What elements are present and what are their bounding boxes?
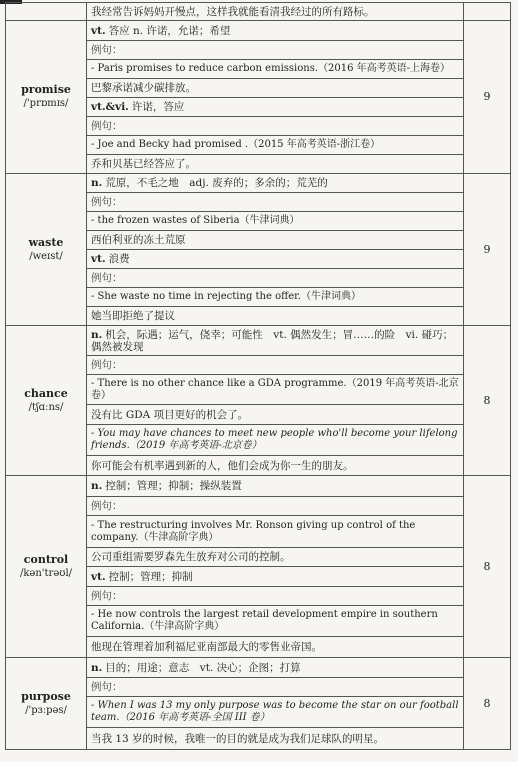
example-sentence: - There is no other chance like a GDA programme.（2019 年高考英语-北京卷） <box>87 375 464 405</box>
phonetic: /'pɜːpəs/ <box>25 704 67 716</box>
part-of-speech: vt. <box>91 253 106 265</box>
example-label: 例句： <box>87 587 464 606</box>
word-cell <box>6 658 87 750</box>
example-sentence: - Joe and Becky had promised .（2015 年高考英语-浙江卷） <box>87 136 464 155</box>
frequency-number: 8 <box>464 476 511 658</box>
phonetic: /weɪst/ <box>29 250 63 262</box>
example-sentence: - When I was 13 my only purpose was to become the star on our football team.（2016 年高考英语-全国 III 卷） <box>87 697 464 728</box>
translation-cell: 巴黎承诺减少碳排放。 <box>87 79 464 98</box>
example-sentence: - the frozen wastes of Siberia（牛津词典） <box>87 212 464 231</box>
empty-cell <box>464 3 511 21</box>
definition-cell <box>87 174 464 193</box>
example-label: 例句： <box>87 678 464 697</box>
definition-cell <box>87 567 464 587</box>
table-row <box>6 21 511 41</box>
phonetic: /tʃɑːns/ <box>28 401 64 413</box>
translation-cell: 没有比 GDA 项目更好的机会了。 <box>87 405 464 425</box>
headword: waste <box>28 235 64 249</box>
word-cell <box>6 476 87 658</box>
table-row <box>6 476 511 497</box>
table-row <box>6 3 511 21</box>
frequency-number: 8 <box>464 658 511 750</box>
definition-cell <box>87 476 464 497</box>
definition-cell <box>87 658 464 678</box>
definition-text: 控制；管理；抑制 <box>108 570 193 583</box>
definition-text: 许诺，答应 <box>131 101 185 113</box>
definition-text: 答应 n. 许诺，允诺；希望 <box>108 24 231 37</box>
example-label: 例句： <box>87 117 464 136</box>
part-of-speech: n. <box>91 177 103 189</box>
translation-cell: 当我 13 岁的时候，我唯一的目的就是成为我们足球队的明星。 <box>87 728 464 750</box>
translation-cell: 公司重组需要罗森先生放弃对公司的控制。 <box>87 548 464 567</box>
definition-cell <box>87 250 464 269</box>
headword: control <box>23 552 69 566</box>
table-row <box>6 174 511 193</box>
definition-text: 荒原，不毛之地 adj. 废弃的；多余的；荒芜的 <box>105 177 328 189</box>
definition-text: 浪费 <box>108 253 130 265</box>
example-label: 例句： <box>87 193 464 212</box>
translation-cell: 西伯利亚的冻土荒原 <box>87 231 464 250</box>
example-sentence: - The restructuring involves Mr. Ronson giving up control of the company.（牛津高阶字典） <box>87 516 464 548</box>
part-of-speech: n. <box>91 328 103 341</box>
translation-cell: 你可能会有机率遇到新的人，他们会成为你一生的朋友。 <box>87 456 464 476</box>
phonetic: /kən'trəʊl/ <box>19 567 73 579</box>
example-label: 例句： <box>87 41 464 60</box>
headword: purpose <box>21 689 71 703</box>
part-of-speech: vt.&vi. <box>91 101 129 113</box>
translation-cell: 乔和贝基已经答应了。 <box>87 155 464 174</box>
example-sentence: - You may have chances to meet new people who'll become your lifelong friends.（2019 年高考英语-北京卷） <box>87 425 464 456</box>
part-of-speech: n. <box>91 480 103 492</box>
translation-cell: 她当即拒绝了提议 <box>87 307 464 326</box>
frequency-number: 9 <box>464 21 511 174</box>
frequency-number: 8 <box>464 326 511 476</box>
example-label: 例句： <box>87 497 464 516</box>
vocabulary-table <box>5 2 511 750</box>
part-of-speech: n. <box>91 661 103 674</box>
example-sentence: - He now controls the largest retail development empire in southern California.（牛津高阶字典） <box>87 606 464 637</box>
translation-cell: 我经常告诉妈妈开慢点，这样我就能看清我经过的所有路标。 <box>87 3 464 21</box>
definition-cell <box>87 326 464 356</box>
phonetic: /'prɒmɪs/ <box>23 98 69 109</box>
part-of-speech: vt. <box>91 570 106 583</box>
table-row <box>6 326 511 356</box>
definition-cell <box>87 98 464 117</box>
example-label: 例句： <box>87 356 464 375</box>
definition-text: 目的；用途；意志 vt. 决心；企图；打算 <box>105 661 301 674</box>
headword: promise <box>21 83 71 96</box>
word-cell <box>6 21 87 174</box>
headword: chance <box>24 386 68 400</box>
table-row <box>6 658 511 678</box>
definition-text: 机会，际遇；运气，侥幸；可能性 vt. 偶然发生；冒……的险 vi. 碰巧；偶然被发现 <box>91 328 454 353</box>
part-of-speech: vt. <box>91 24 106 37</box>
example-sentence: - Paris promises to reduce carbon emissions.（2016 年高考英语-上海卷） <box>87 60 464 79</box>
example-sentence: - She waste no time in rejecting the offer.（牛津词典） <box>87 288 464 307</box>
definition-text: 控制；管理；抑制；操纵装置 <box>105 480 242 492</box>
translation-cell: 他现在管理着加利福尼亚南部最大的零售业帝国。 <box>87 637 464 658</box>
frequency-number: 9 <box>464 174 511 326</box>
definition-cell <box>87 21 464 41</box>
word-cell <box>6 326 87 476</box>
word-cell <box>6 174 87 326</box>
example-label: 例句： <box>87 269 464 288</box>
empty-cell <box>6 3 87 21</box>
